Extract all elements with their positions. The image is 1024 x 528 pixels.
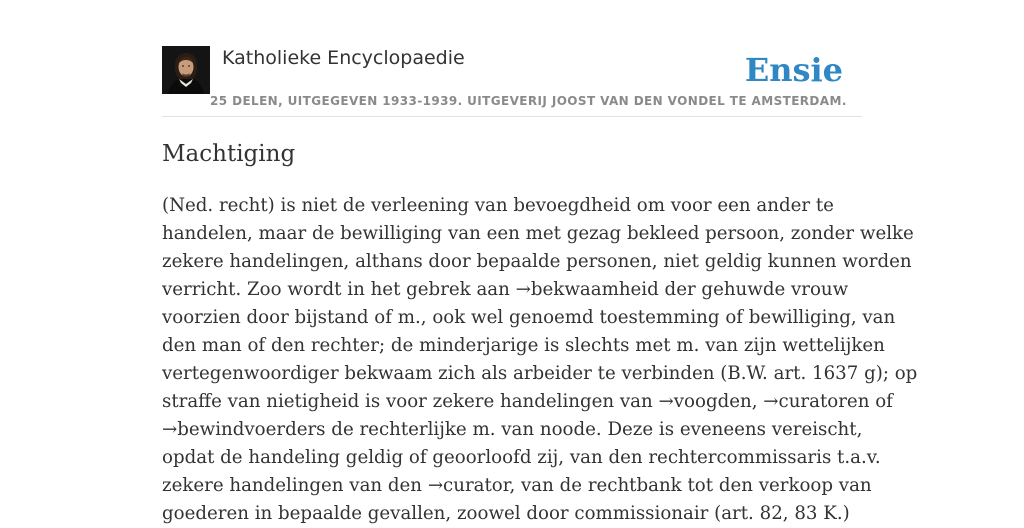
body-line [162,304,896,332]
body-text: , van de rechtbank tot den verkoop van [509,475,872,496]
body-text: opdat de handeling geldig of geoorloofd zij, van den rechtercommissaris t.a.v. [162,447,881,468]
body-text: , [751,391,764,412]
body-line [162,220,914,248]
body-text: de rechterlijke m. van noode. Deze is eveneens vereischt, [325,419,863,440]
body-line [162,388,893,416]
ensie-logo[interactable]: Ensie [744,51,843,89]
body-text: handelen, maar de bewilliging van een met gezag bekleed persoon, zonder welke [162,223,914,244]
cross-reference-link[interactable]: →bewindvoerders [162,419,326,440]
body-line [162,444,881,472]
cross-reference-link[interactable]: →bekwaamheid [515,279,659,300]
cross-reference-link[interactable]: →curatoren [763,391,870,412]
cross-reference-link[interactable]: →voogden [658,391,752,412]
body-line [162,192,862,220]
publication-title[interactable]: Katholieke Encyclopaedie [222,47,465,69]
body-line [162,472,872,500]
body-line [162,248,912,276]
body-text: vertegenwoordiger bekwaam zich als arbeider te verbinden (B.W. art. 1637 g); op [162,363,918,384]
body-line [162,332,885,360]
body-text: goederen in bepaalde gevallen, zoowel door commissionair (art. 82, 83 K.) [162,503,850,524]
body-line [162,360,918,388]
body-line [162,276,862,304]
body-text: straffe van nietigheid is voor zekere handelingen van [162,391,659,412]
cross-reference-link[interactable]: →curator [427,475,510,496]
body-text: voorzien door bijstand of m., ook wel genoemd toestemming of bewilliging, van [162,307,896,328]
body-text: der gehuwde vrouw [658,279,849,300]
body-text: verricht. Zoo wordt in het gebrek aan [162,279,516,300]
entry-title: Machtiging [162,141,296,167]
body-text: den man of den rechter; de minderjarige is slechts met m. van zijn wettelijken [162,335,885,356]
body-line [162,416,862,444]
body-line [162,500,862,528]
body-text: zekere handelingen van den [162,475,428,496]
body-text: (Ned. recht) is niet de verleening van bevoegdheid om voor een ander te [162,195,834,216]
author-portrait-icon[interactable] [162,46,210,94]
publication-subtitle: 25 DELEN, UITGEGEVEN 1933-1939. UITGEVERIJ JOOST VAN DEN VONDEL TE AMSTERDAM. [210,94,847,108]
body-text: of [869,391,893,412]
publication-header [162,46,862,117]
entry-body [162,192,918,528]
body-text: zekere handelingen, althans door bepaalde personen, niet geldig kunnen worden [162,251,912,272]
